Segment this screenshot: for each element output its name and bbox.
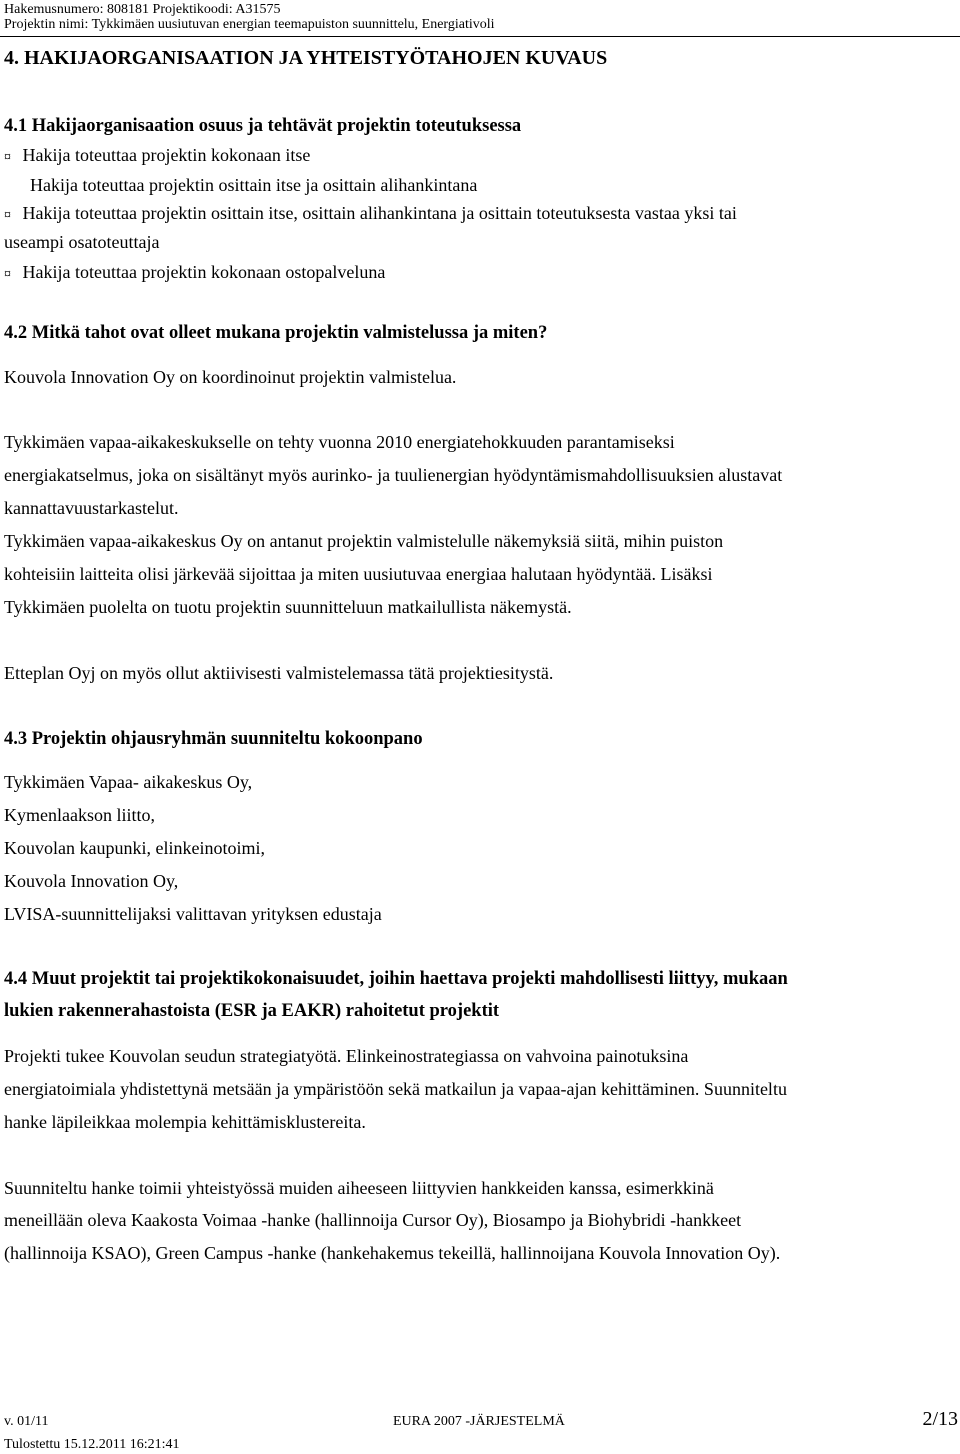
option-3-continuation: useampi osatoteuttaja [4, 232, 160, 252]
bullet-icon: ¤ [4, 150, 11, 165]
header-application-number: Hakemusnumero: 808181 Projektikoodi: A31575 [4, 2, 281, 17]
footer-printed-timestamp: Tulostettu 15.12.2011 16:21:41 [4, 1437, 180, 1452]
paragraph-line: Tykkimäen puolelta on tuotu projektin suunnitteluun matkailullista näkemystä. [4, 597, 572, 617]
paragraph-line: energiakatselmus, joka on sisältänyt myös aurinko- ja tuulienergian hyödyntämismahdollisuuksien alustavat [4, 465, 783, 485]
paragraph-line: Tykkimäen vapaa-aikakeskus Oy on antanut projektin valmistelulle näkemyksiä siitä, mihin puiston [4, 531, 724, 551]
section-4-1-title: 4.1 Hakijaorganisaation osuus ja tehtävät projektin toteutuksessa [4, 116, 522, 136]
paragraph-line: meneillään oleva Kaakosta Voimaa -hanke (hallinnoija Cursor Oy), Biosampo ja Biohybridi -hankkeet [4, 1210, 742, 1230]
steering-group-member: LVISA-suunnittelijaksi valittavan yrityksen edustaja [4, 904, 382, 924]
section-4-2-title: 4.2 Mitkä tahot ovat olleet mukana projektin valmistelussa ja miten? [4, 323, 548, 343]
header-project-name: Projektin nimi: Tykkimäen uusiutuvan energian teemapuiston suunnittelu, Energiativoli [4, 17, 495, 32]
option-checkbox-3: ¤ Hakija toteuttaa projektin osittain itse, osittain alihankintana ja osittain toteutuksesta vastaa yksi tai [4, 203, 737, 223]
option-checkbox-1: ¤ Hakija toteuttaa projektin kokonaan itse [4, 145, 311, 165]
section-4-3-title: 4.3 Projektin ohjausryhmän suunniteltu kokoonpano [4, 729, 423, 749]
paragraph-line: hanke läpileikkaa molempia kehittämisklustereita. [4, 1112, 366, 1132]
footer-system: EURA 2007 -JÄRJESTELMÄ [393, 1414, 565, 1429]
steering-group-member: Kouvolan kaupunki, elinkeinotoimi, [4, 838, 265, 858]
steering-group-member: Kymenlaakson liitto, [4, 805, 155, 825]
paragraph-line: energiatoimiala yhdistettynä metsään ja ympäristöön sekä matkailun ja vapaa-ajan kehittäminen. Suunniteltu [4, 1079, 787, 1099]
steering-group-member: Kouvola Innovation Oy, [4, 871, 179, 891]
section-4-4-title-continuation: lukien rakennerahastoista (ESR ja EAKR) rahoitetut projektit [4, 1001, 500, 1021]
option-checkbox-4: ¤ Hakija toteuttaa projektin kokonaan ostopalveluna [4, 262, 386, 282]
bullet-icon: ¤ [4, 208, 11, 223]
paragraph-line: Tykkimäen vapaa-aikakeskukselle on tehty vuonna 2010 energiatehokkuuden parantamiseksi [4, 432, 675, 452]
section-4-4-title: 4.4 Muut projektit tai projektikokonaisuudet, joihin haettava projekti mahdollisesti liittyy, mukaan [4, 969, 788, 989]
header-divider [0, 36, 960, 37]
paragraph-line: Projekti tukee Kouvolan seudun strategiatyötä. Elinkeinostrategiassa on vahvoina painotuksina [4, 1046, 689, 1066]
footer-page-number: 2/13 [922, 1408, 958, 1430]
paragraph: Kouvola Innovation Oy on koordinoinut projektin valmistelua. [4, 367, 457, 387]
steering-group-member: Tykkimäen Vapaa- aikakeskus Oy, [4, 772, 253, 792]
paragraph-line: kannattavuustarkastelut. [4, 498, 179, 518]
section-4-title: 4. HAKIJAORGANISAATION JA YHTEISTYÖTAHOJEN KUVAUS [4, 47, 608, 69]
bullet-icon: ¤ [4, 267, 11, 282]
paragraph-line: Suunniteltu hanke toimii yhteistyössä muiden aiheeseen liittyvien hankkeiden kanssa, esimerkkinä [4, 1178, 714, 1198]
paragraph-line: kohteisiin laitteita olisi järkevää sijoittaa ja miten uusiutuvaa energiaa halutaan hyödyntää. Lisäksi [4, 564, 713, 584]
paragraph-line: (hallinnoija KSAO), Green Campus -hanke (hankehakemus tekeillä, hallinnoijana Kouvola Innovation Oy). [4, 1243, 781, 1263]
footer-version: v. 01/11 [4, 1414, 49, 1429]
option-2: Hakija toteuttaa projektin osittain itse ja osittain alihankintana [30, 175, 478, 195]
paragraph: Etteplan Oyj on myös ollut aktiivisesti valmistelemassa tätä projektiesitystä. [4, 663, 554, 683]
